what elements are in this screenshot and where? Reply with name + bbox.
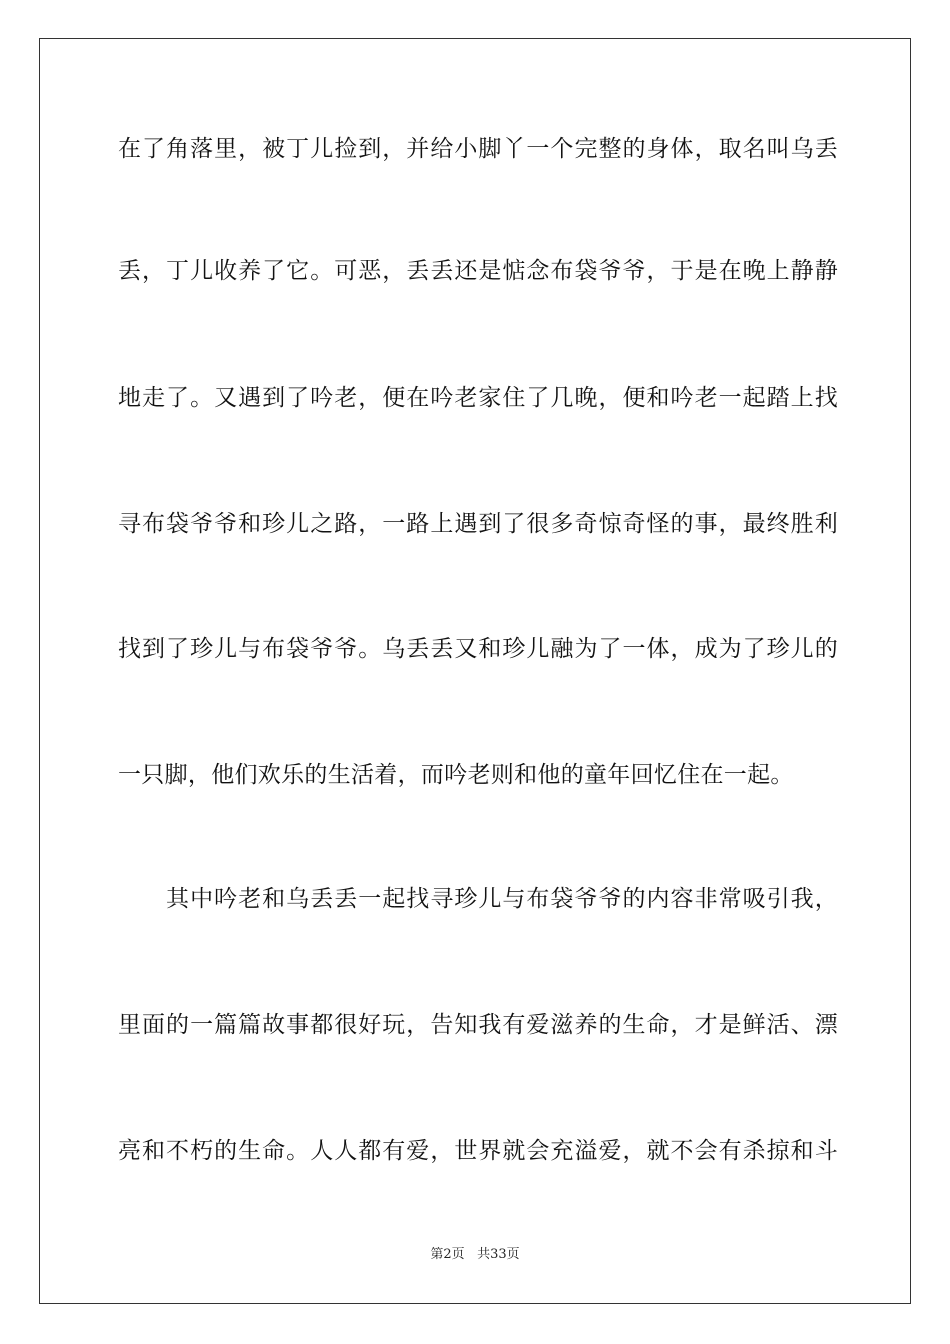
body-line-3: 地走了。又遇到了吟老，便在吟老家住了几晚，便和吟老一起踏上找 bbox=[118, 385, 838, 411]
body-line-9: 亮和不朽的生命。人人都有爱，世界就会充溢爱，就不会有杀掠和斗 bbox=[118, 1138, 838, 1164]
body-line-2: 丢，丁儿收养了它。可恶，丢丢还是惦念布袋爷爷，于是在晚上静静 bbox=[118, 258, 838, 284]
body-line-8: 里面的一篇篇故事都很好玩，告知我有爱滋养的生命，才是鲜活、漂 bbox=[118, 1012, 838, 1038]
body-line-1: 在了角落里，被丁儿捡到，并给小脚丫一个完整的身体，取名叫乌丢 bbox=[118, 136, 838, 162]
body-line-4: 寻布袋爷爷和珍儿之路，一路上遇到了很多奇惊奇怪的事，最终胜利 bbox=[118, 511, 838, 537]
page-footer bbox=[0, 1246, 950, 1264]
body-line-5: 找到了珍儿与布袋爷爷。乌丢丢又和珍儿融为了一体，成为了珍儿的 bbox=[118, 636, 838, 662]
page-border bbox=[39, 38, 911, 1304]
body-line-6: 一只脚，他们欢乐的生活着，而吟老则和他的童年回忆住在一起。 bbox=[118, 762, 794, 788]
body-line-7: 其中吟老和乌丢丢一起找寻珍儿与布袋爷爷的内容非常吸引我， bbox=[118, 886, 838, 912]
page-number: 第2页 bbox=[430, 1247, 465, 1262]
total-pages: 共33页 bbox=[477, 1247, 520, 1262]
